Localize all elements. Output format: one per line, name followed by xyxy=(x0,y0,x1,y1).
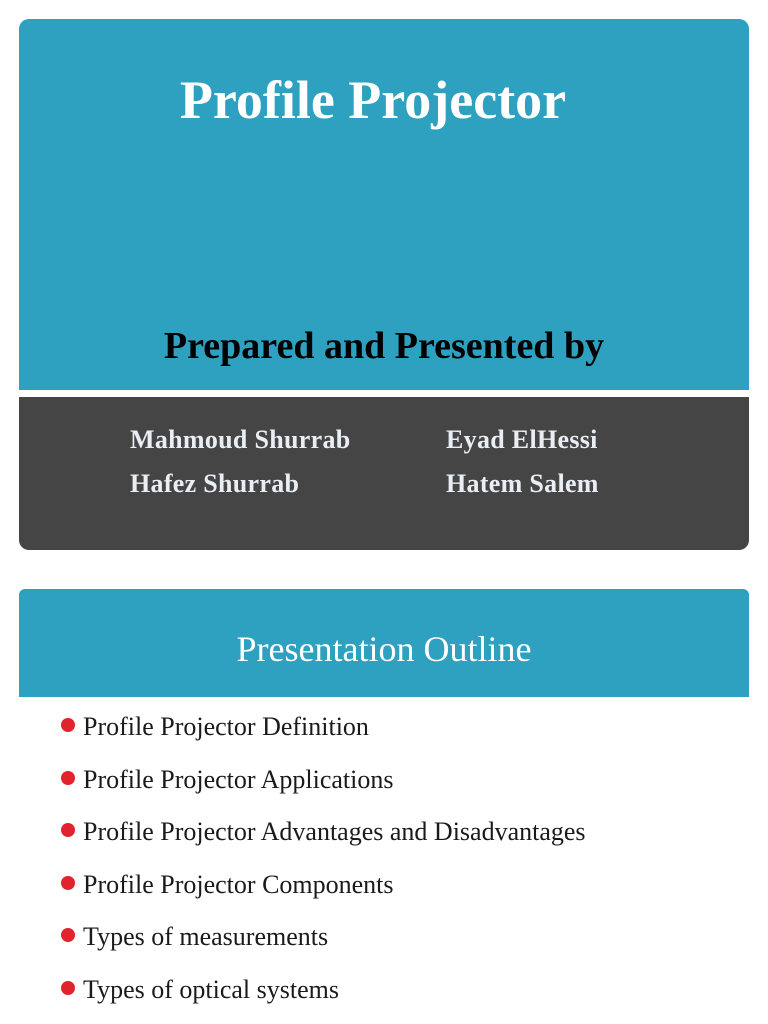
title-slide-author-band xyxy=(19,397,749,550)
outline-slide xyxy=(19,589,749,1024)
outline-title: Presentation Outline xyxy=(236,629,532,669)
list-item-label: Profile Projector Definition xyxy=(83,712,369,741)
author-name: Eyad ElHessi xyxy=(446,425,598,454)
bullet-icon xyxy=(61,823,75,837)
author-name: Hatem Salem xyxy=(446,469,599,498)
author-name: Hafez Shurrab xyxy=(130,469,300,498)
bullet-icon xyxy=(61,718,75,732)
bullet-icon xyxy=(61,876,75,890)
list-item-label: Types of optical systems xyxy=(83,974,339,1004)
prepared-by-label: Prepared and Presented by xyxy=(163,325,605,367)
list-item-label: Profile Projector Components xyxy=(83,869,394,899)
list-item-label: Types of measurements xyxy=(83,922,329,952)
bullet-icon xyxy=(61,981,75,995)
slide-title: Profile Projector xyxy=(179,70,567,130)
author-name: Mahmoud Shurrab xyxy=(130,425,351,454)
bullet-icon xyxy=(61,928,75,942)
list-item-label: Profile Projector Applications xyxy=(83,764,394,794)
title-slide xyxy=(19,19,749,550)
bullet-icon xyxy=(61,771,75,785)
list-item-label: Profile Projector Advantages and Disadvantages xyxy=(83,817,586,847)
